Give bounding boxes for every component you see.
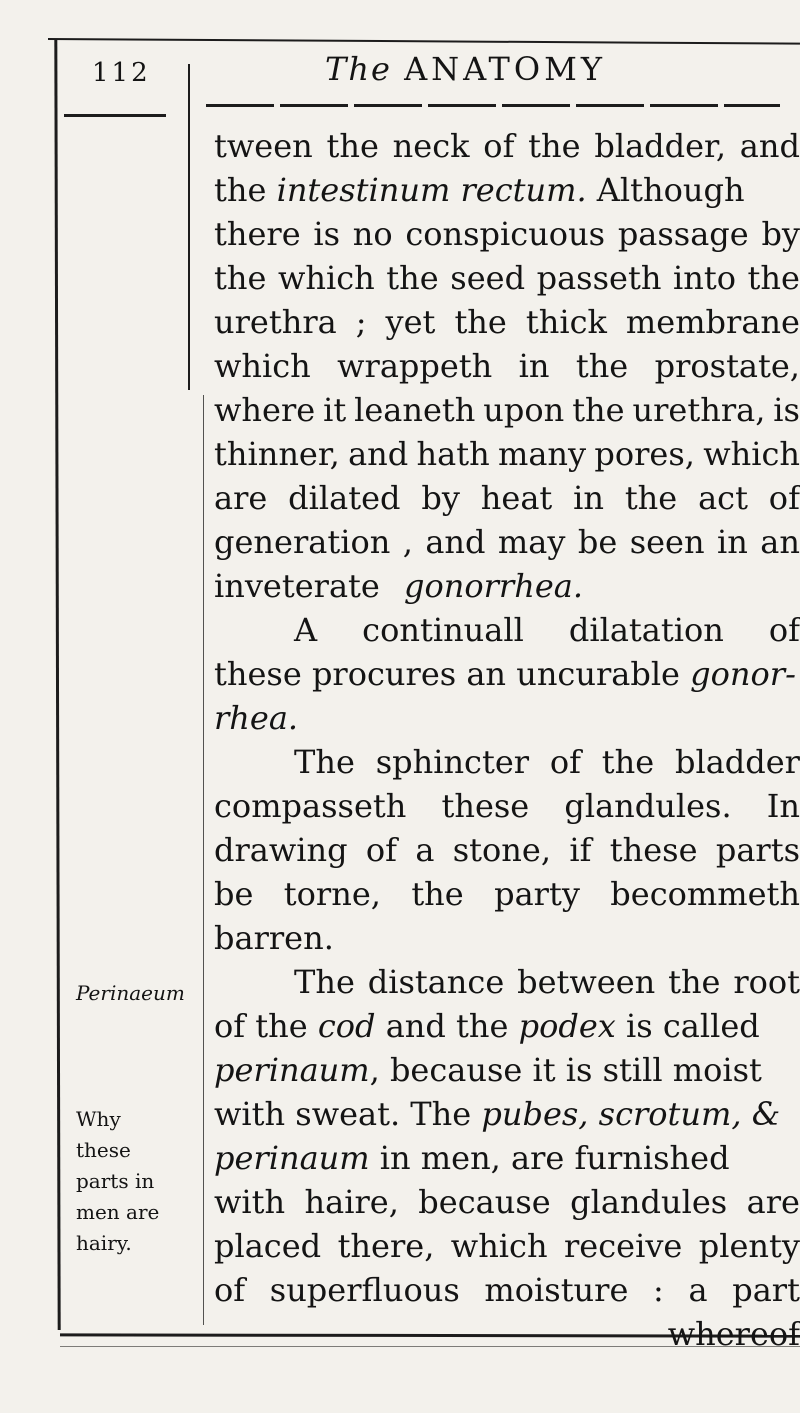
text-segment: inveterate [214,567,390,605]
word: barren. [214,919,334,957]
text-line [214,388,800,432]
text-line [214,960,800,1004]
word: yet [385,303,436,341]
word: the [572,391,625,429]
word: part [732,1271,800,1309]
word: are [746,1183,800,1221]
text-segment: these procures an uncurable [214,655,691,693]
word: , [402,523,413,561]
word: and [425,523,486,561]
text-segment: and the [375,1007,519,1045]
word: be [577,523,618,561]
word: urethra, [632,391,766,429]
text-line [214,1268,800,1312]
word: a [415,831,435,869]
word: In [766,787,800,825]
word: stone, [452,831,552,869]
word: passeth [536,259,662,297]
body-text [214,124,800,1356]
word: wrappeth [337,347,493,385]
word: which [703,435,800,473]
word: into [672,259,736,297]
word: the [668,963,721,1001]
word: of [214,1271,246,1309]
word: glandules [570,1183,728,1221]
word: if [569,831,592,869]
word: which [214,347,311,385]
marginal-line: these [76,1138,131,1162]
text-segment: in men, are furnished [369,1139,730,1177]
italic-term: podex [518,1007,616,1045]
text-line [214,212,800,256]
word: The [294,963,355,1001]
word: the [747,259,800,297]
word: in [518,347,550,385]
italic-term: gonorrhea. [404,567,584,605]
text-segment: , because it is still moist [369,1051,762,1089]
word: bladder [674,743,800,781]
word: torne, [283,875,381,913]
margin-rule [64,114,166,117]
word: there [214,215,301,253]
word: continuall [362,611,524,649]
marginal-note-hairy [76,1104,159,1259]
word: thinner, [214,435,340,473]
text-line [214,652,800,696]
word: the [214,259,267,297]
word: sphincter [375,743,530,781]
text-segment: the [214,171,277,209]
word: dilated [288,479,401,517]
word: of [549,743,581,781]
text-line [214,564,800,608]
marginal-note-perinaeum: Perinaeum [76,981,185,1005]
word: pores, [594,435,695,473]
word: neck [392,127,470,165]
text-line [214,608,800,652]
word: is [313,215,341,253]
text-segment: of the [214,1007,318,1045]
word: distance [367,963,505,1001]
text-segment: with sweat. The [214,1095,482,1133]
word: plenty [698,1227,800,1265]
text-line [214,916,800,960]
word: conspicuous [405,215,606,253]
word: compasseth [214,787,407,825]
word: placed [214,1227,322,1265]
text-line [214,1092,800,1136]
text-line [214,1048,800,1092]
word: with [214,1183,286,1221]
header-rule [206,104,780,107]
word: the [624,479,678,517]
italic-term: perinaum [214,1139,370,1177]
text-line [214,1004,800,1048]
word: the [575,347,629,385]
word: by [421,479,460,517]
word: act [698,479,748,517]
word: thick [525,303,607,341]
marginal-line: hairy. [76,1231,132,1255]
marginal-line: Why [76,1107,121,1131]
text-line [214,1180,800,1224]
word: becommeth [610,875,800,913]
word: in [717,523,748,561]
word: drawing [214,831,348,869]
word: prostate, [654,347,800,385]
word: a [688,1271,708,1309]
text-line [214,1312,800,1356]
word: whereof [667,1315,800,1353]
text-line [214,432,800,476]
frame-top-rule [48,38,800,45]
word: moisture [484,1271,629,1309]
text-line [214,1224,800,1268]
word: the [454,303,507,341]
text-line [214,520,800,564]
word: there, [337,1227,435,1265]
word: an [760,523,800,561]
page-number: 112 [92,58,151,88]
text-line [214,344,800,388]
word: seed [450,259,526,297]
running-head [325,50,606,88]
word: may [497,523,566,561]
text-line [214,256,800,300]
text-line [214,124,800,168]
word: where [214,391,316,429]
word: seen [629,523,705,561]
frame-left-rule [54,40,60,1330]
word: the [528,127,581,165]
marginal-line: men are [76,1200,160,1224]
word: upon [483,391,565,429]
column-rule-upper [188,64,190,390]
word: be [214,875,254,913]
word: The [294,743,355,781]
word: and [348,435,409,473]
word: tween [214,127,313,165]
text-line [214,476,800,520]
word: generation [214,523,391,561]
italic-term: intestinum rectum. [276,171,587,209]
word: of [483,127,515,165]
word: of [365,831,398,869]
word: passage [617,215,749,253]
text-line [214,784,800,828]
text-line [214,828,800,872]
word: hath [416,435,490,473]
word: superfluous [269,1271,460,1309]
word: and [739,127,800,165]
word: of [768,479,800,517]
word: it [323,391,347,429]
word: party [494,875,580,913]
word: by [761,215,800,253]
text-line [214,300,800,344]
text-segment: is called [615,1007,760,1045]
text-line [214,872,800,916]
word: : [653,1271,664,1309]
word: in [573,479,604,517]
word: membrane [625,303,800,341]
word: bladder, [594,127,726,165]
word: no [352,215,393,253]
word: of [768,611,800,649]
word: between [517,963,656,1001]
italic-term: perinaum [214,1051,370,1089]
word: many [497,435,587,473]
word: which [277,259,375,297]
running-head-title: ANATOMY [404,50,606,88]
word: haire, [304,1183,399,1221]
word: heat [480,479,553,517]
text-segment: Although [586,171,745,209]
text-line [214,168,800,212]
running-head-the: The [325,50,392,88]
marginal-line: parts in [76,1169,155,1193]
word: receive [563,1227,683,1265]
word: urethra [214,303,337,341]
word: the [386,259,439,297]
word: is [773,391,800,429]
word: are [214,479,268,517]
italic-term: rhea. [214,699,299,737]
word: these [441,787,530,825]
italic-term: pubes, scrotum, & [481,1095,781,1133]
word: the [601,743,655,781]
word: parts [715,831,800,869]
text-line [214,696,800,740]
word: root [733,963,800,1001]
word: these [609,831,698,869]
italic-term: gonor- [690,655,796,693]
word: the [411,875,464,913]
word: glandules. [564,787,732,825]
word: leaneth [354,391,476,429]
column-rule-lower [203,395,204,1325]
text-line [214,1136,800,1180]
word: which [450,1227,548,1265]
word: A [294,611,318,649]
word: because [418,1183,551,1221]
word: the [326,127,379,165]
word: ; [355,303,367,341]
italic-term: cod [317,1007,376,1045]
text-line [214,740,800,784]
word: dilatation [568,611,724,649]
